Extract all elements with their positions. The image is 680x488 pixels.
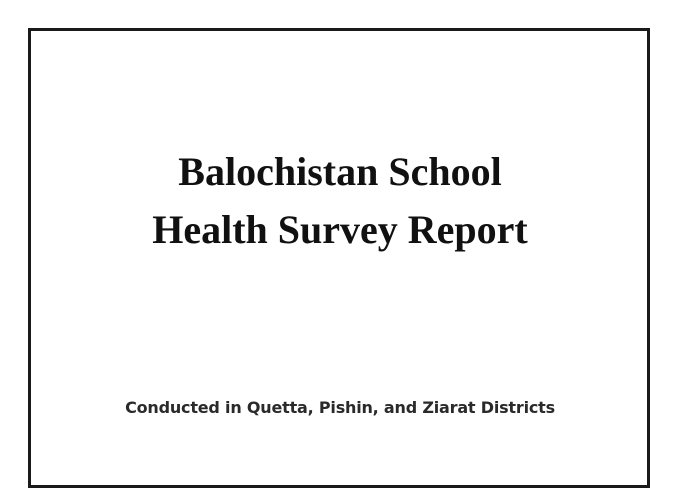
report-title: [0, 143, 680, 259]
report-title-line-2: Health Survey Report: [152, 207, 528, 252]
report-subtitle: Conducted in Quetta, Pishin, and Ziarat Districts: [125, 398, 555, 417]
report-title-line-1: Balochistan School: [178, 149, 502, 194]
